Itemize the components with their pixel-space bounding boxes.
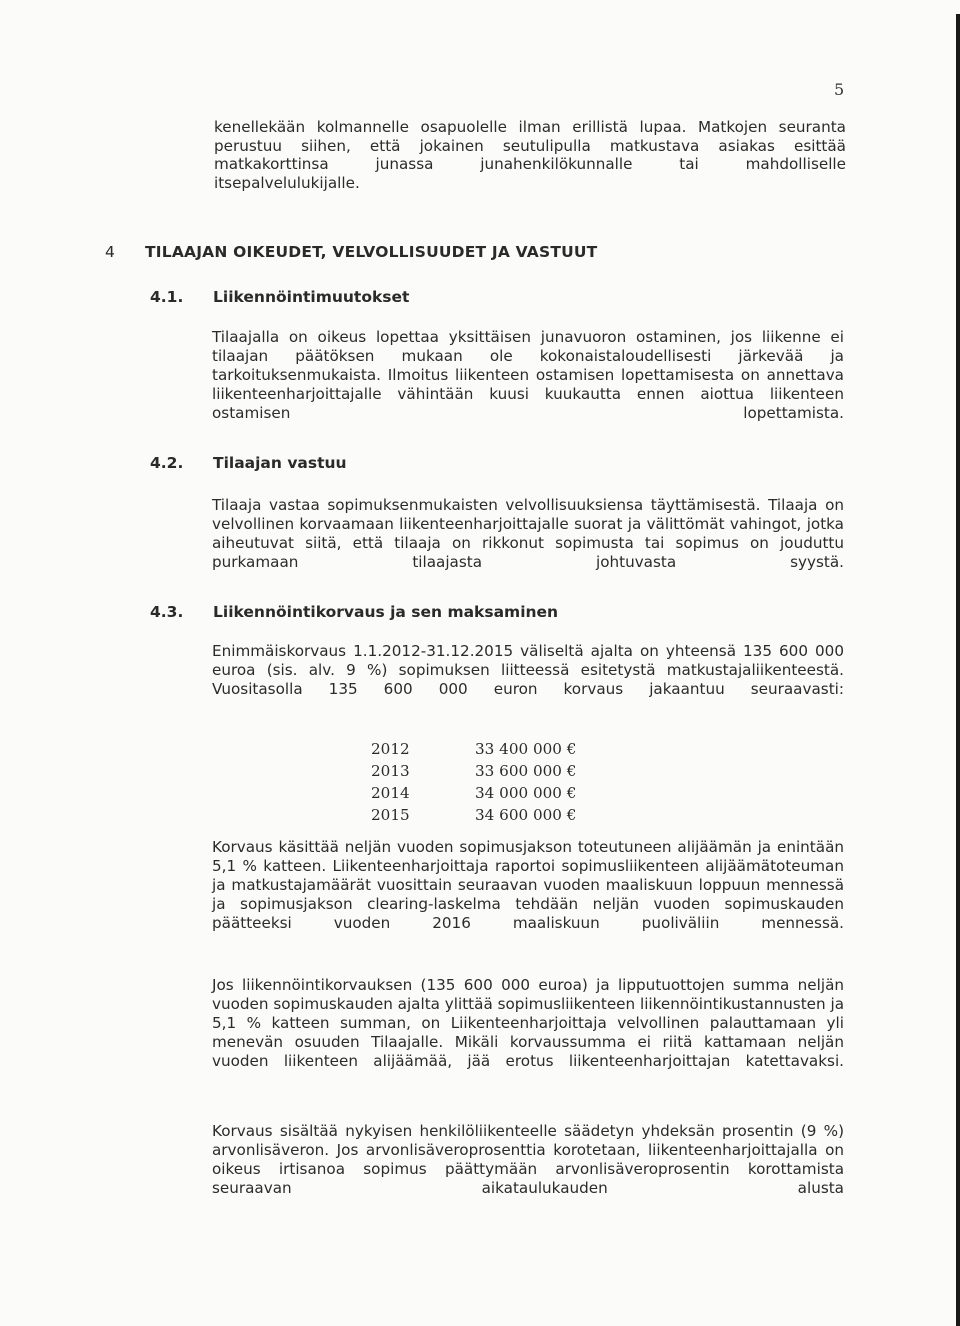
annual-amounts-table — [371, 738, 576, 826]
amount-row — [371, 804, 576, 826]
amount-year: 2015 — [371, 806, 410, 824]
section-4-3-paragraph-4: Korvaus sisältää nykyisen henkilöliikenteelle säädetyn yhdeksän prosentin (9 %) arvonlisäveron. Jos arvonlisäveroprosenttia korotetaan, liikenteenharjoittajalla on oikeus irtisanoa sopimus päättymään arvonlisäveroprosentin korottamista seuraavan aikataulukauden alusta — [212, 1122, 844, 1197]
section-4-2-paragraph: Tilaaja vastaa sopimuksenmukaisten velvollisuuksiensa täyttämisestä. Tilaaja on velvollinen korvaamaan liikenteenharjoittajalle suorat ja välittömät vahingot, jotka aiheutuvat siitä, että tilaaja on rikkonut sopimusta tai sopimus on jouduttu purkamaan tilaajasta johtuvasta syystä. — [212, 496, 844, 571]
amount-year: 2014 — [371, 784, 410, 802]
intro-line: itsepalvelulukijalle. — [214, 173, 360, 192]
amount-row — [371, 782, 576, 804]
section-4-1-paragraph: Tilaajalla on oikeus lopettaa yksittäisen junavuoron ostaminen, jos liikenne ei tilaajan päätöksen mukaan ole kokonaistaloudellisesti järkevää ja tarkoituksenmukaista. Ilmoitus liikenteen ostamisen lopettamisesta on annettava liikenteenharjoittajalle vähintään kuusi kuukautta ennen aiottua liikenteen ostamisen lopettamista. — [212, 328, 844, 422]
section-heading-4-1 — [150, 288, 409, 306]
chapter-title: TILAAJAN OIKEUDET, VELVOLLISUUDET JA VASTUUT — [145, 243, 598, 261]
amount-value: 33 400 000 € — [475, 740, 577, 758]
chapter-heading — [105, 243, 597, 261]
amount-year: 2012 — [371, 740, 410, 758]
intro-line: kenellekään kolmannelle osapuolelle ilman erillistä lupaa. Matkojen seuranta — [214, 118, 846, 136]
page-number: 5 — [834, 80, 845, 99]
section-title: Liikennöintikorvaus ja sen maksaminen — [213, 603, 559, 621]
amount-value: 34 000 000 € — [475, 784, 577, 802]
section-title: Tilaajan vastuu — [213, 454, 347, 472]
amount-year: 2013 — [371, 762, 410, 780]
intro-line: perustuu siihen, että jokainen seutulipulla matkustava asiakas esittää — [214, 136, 846, 155]
amount-row — [371, 738, 576, 760]
amount-value: 33 600 000 € — [475, 762, 577, 780]
section-heading-4-3 — [150, 603, 558, 621]
intro-paragraph — [214, 118, 846, 192]
section-number: 4.1. — [150, 288, 184, 306]
intro-line: matkakorttinsa junassa junahenkilökunnalle tai mahdolliselle — [214, 155, 846, 173]
section-heading-4-2 — [150, 454, 347, 472]
section-4-3-paragraph-3: Jos liikennöintikorvauksen (135 600 000 euroa) ja lipputuottojen summa neljän vuoden sopimuskauden ajalta ylittää sopimusliikenteen liikennöintikustannusten ja 5,1 % katteen summan, on Liikenteenharjoittaja velvollinen palauttamaan yli menevän osuuden Tilaajalle. Mikäli korvaussumma ei riitä kattamaan neljän vuoden liikenteen alijäämää, jää erotus liikenteenharjoittajan katettavaksi. — [212, 976, 844, 1070]
chapter-number: 4 — [105, 243, 116, 261]
section-title: Liikennöintimuutokset — [213, 288, 410, 306]
amount-value: 34 600 000 € — [475, 806, 577, 824]
section-number: 4.2. — [150, 454, 184, 472]
section-4-3-paragraph-2: Korvaus käsittää neljän vuoden sopimusjakson toteutuneen alijäämän ja enintään 5,1 % katteen. Liikenteenharjoittaja raportoi sopimusliikenteen alijäämätoteuman ja matkustajamäärät vuosittain seuraavan vuoden maaliskuun loppuun mennessä ja sopimusjakson clearing-laskelma tehdään neljän vuoden sopimuskauden päätteeksi vuoden 2016 maaliskuun puoliväliin mennessä. — [212, 838, 844, 932]
scan-edge — [956, 14, 960, 1326]
section-number: 4.3. — [150, 603, 184, 621]
section-4-3-paragraph-1: Enimmäiskorvaus 1.1.2012-31.12.2015 väliseltä ajalta on yhteensä 135 600 000 euroa (sis. alv. 9 %) sopimuksen liitteessä esitetystä matkustajaliikenteestä. Vuositasolla 135 600 000 euron korvaus jakaantuu seuraavasti: — [212, 642, 844, 698]
amount-row — [371, 760, 576, 782]
